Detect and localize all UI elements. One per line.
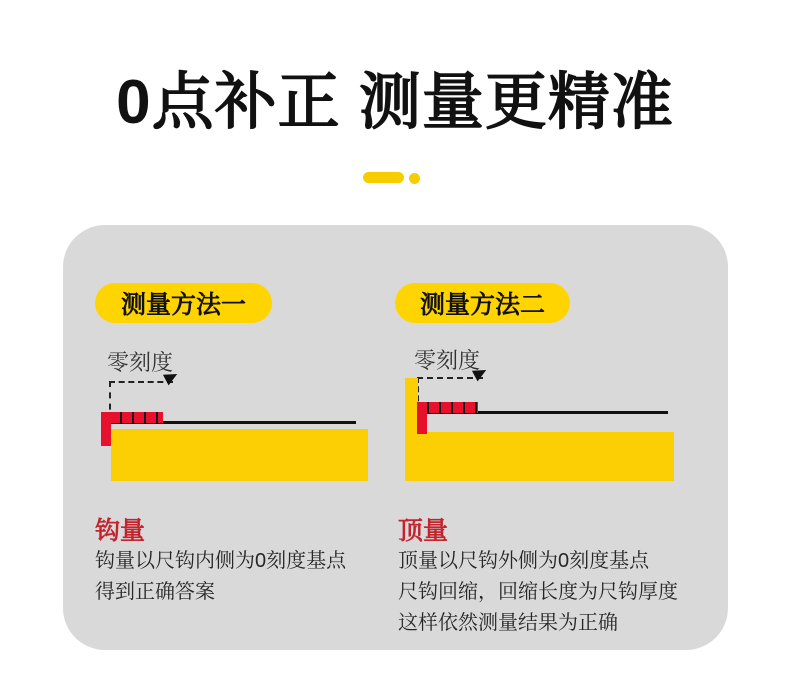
- method2-description-line3: 这样依然测量结果为正确: [398, 612, 618, 634]
- method1-description-line1: 钩量以尺钩内侧为0刻度基点: [95, 550, 347, 572]
- method2-measured-object: [407, 432, 674, 481]
- method1-description-line2: 得到正确答案: [95, 581, 215, 603]
- method2-description: [398, 546, 678, 639]
- method2-description-line2: 尺钩回缩，回缩长度为尺钩厚度: [398, 581, 678, 603]
- method2-badge: 测量方法二: [395, 283, 570, 323]
- method1-tape-scale-marks: [110, 412, 163, 423]
- accent-dash: [363, 172, 404, 183]
- method1-name: 钩量: [95, 517, 146, 545]
- method2-name: 顶量: [398, 517, 449, 545]
- method2-zero-dashed-line-horizontal: [417, 377, 483, 379]
- method2-tape-scale-marks: [417, 402, 478, 413]
- method1-badge: 测量方法一: [95, 283, 272, 323]
- accent-dot: [409, 173, 420, 184]
- page-title: 0点补正 测量更精准: [116, 68, 674, 137]
- method1-measured-object: [111, 429, 368, 481]
- method2-zero-scale-label: 零刻度: [414, 348, 481, 373]
- method1-zero-scale-label: 零刻度: [107, 350, 174, 375]
- method1-zero-dashed-line-horizontal: [109, 381, 173, 383]
- method2-description-line1: 顶量以尺钩外侧为0刻度基点: [398, 550, 650, 572]
- method1-description: [95, 546, 346, 608]
